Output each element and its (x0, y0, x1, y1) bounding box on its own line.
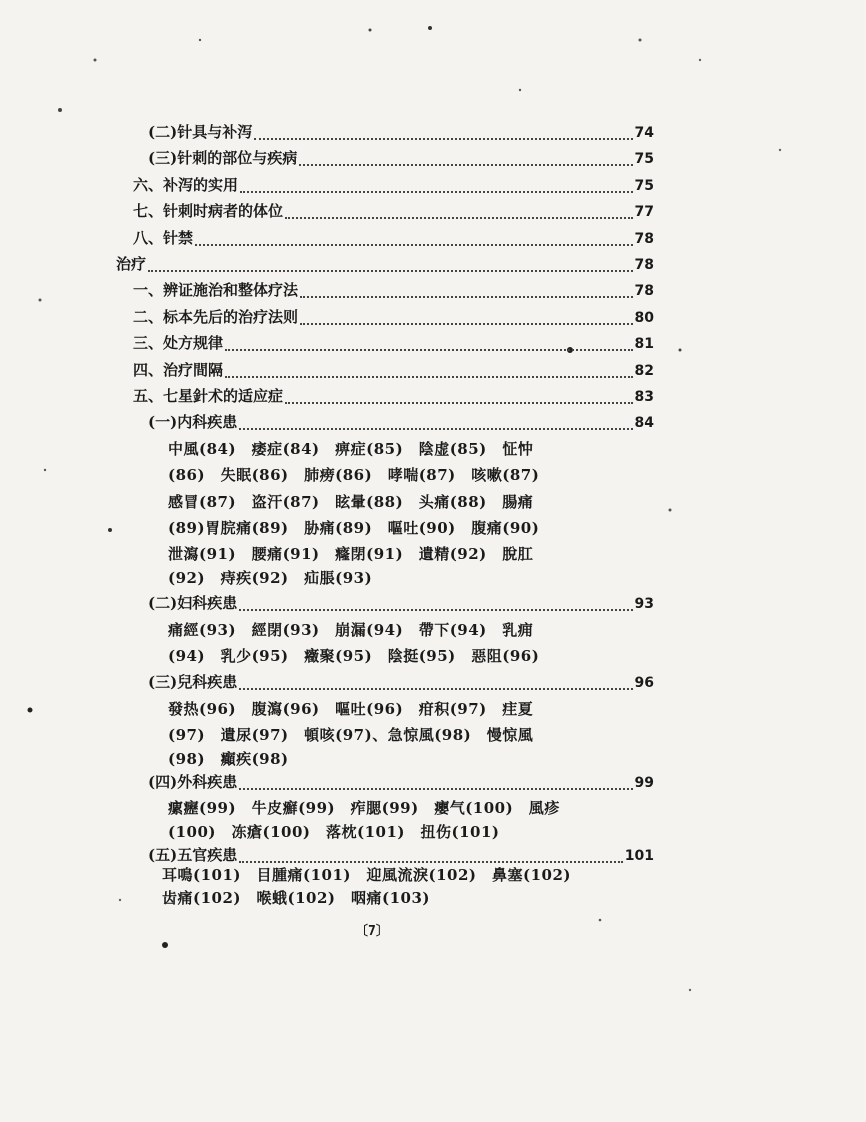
toc-entry-label: 五、七星針术的适应症 (133, 387, 284, 405)
dot-leader (195, 230, 633, 246)
dot-leader (285, 203, 633, 219)
dot-leader (239, 674, 632, 690)
disease-list-line: 齿痛(102) 喉蛾(102) 咽痛(103) (162, 889, 431, 907)
toc-entry-label: (五)五官疾患 (148, 846, 238, 864)
toc-entry-label: 治疗 (116, 255, 147, 273)
dot-leader (240, 177, 633, 193)
disease-list-line: 耳鳴(101) 目腫痛(101) 迎風流淚(102) 鼻塞(102) (162, 866, 572, 884)
toc-entry (148, 670, 654, 694)
disease-list-line: 痛經(93) 經閉(93) 崩漏(94) 帶下(94) 乳痈 (168, 621, 534, 639)
toc-section-heading (116, 252, 654, 276)
disease-list-line: (92) 痔疾(92) 疝脹(93) (168, 569, 373, 587)
page-number: 〔7〕 (355, 924, 389, 939)
toc-entry-label: (一)内科疾患 (148, 413, 238, 431)
toc-entry (148, 591, 654, 615)
dot-leader (285, 388, 633, 404)
toc-entry (148, 410, 654, 434)
dot-leader (225, 362, 633, 378)
toc-entry-label: 七、针刺时病者的体位 (133, 202, 284, 220)
toc-entry-page: 77 (634, 204, 654, 220)
dot-leader (239, 414, 632, 430)
disease-list-line: (100) 冻瘡(100) 落枕(101) 扭伤(101) (168, 823, 500, 841)
toc-entry-page: 81 (634, 336, 654, 352)
dot-leader (239, 595, 632, 611)
disease-list-line: 泄瀉(91) 腰痛(91) 癃閉(91) 遺精(92) 脫肛 (168, 545, 534, 563)
dot-leader (299, 150, 632, 166)
dot-leader (239, 774, 632, 790)
toc-entry-label: (二)针具与补泻 (148, 123, 253, 141)
toc-entry-page: 78 (634, 283, 654, 299)
toc-entry-label: (二)妇科疾患 (148, 594, 238, 612)
disease-list-line: (89)胃脘痛(89) 胁痛(89) 嘔吐(90) 腹痛(90) (168, 519, 540, 537)
toc-entry (133, 358, 654, 382)
dot-leader (300, 309, 633, 325)
toc-entry (133, 173, 654, 197)
toc-entry-page: 93 (634, 596, 654, 612)
toc-entry (133, 384, 654, 408)
toc-entry-page: 99 (634, 775, 654, 791)
toc-entry-label: 一、辨证施治和整体疗法 (133, 281, 299, 299)
toc-entry-label: 四、治疗間隔 (133, 361, 224, 379)
dot-leader (254, 124, 632, 140)
toc-entry (133, 226, 654, 250)
toc-entry-page: 80 (634, 310, 654, 326)
disease-list-line: (98) 癲疾(98) (168, 750, 289, 768)
disease-list-line: 發热(96) 腹瀉(96) 嘔吐(96) 疳积(97) 疰夏 (168, 700, 534, 718)
toc-entry (133, 199, 654, 223)
toc-entry (148, 770, 654, 794)
disease-list-line: (86) 失眠(86) 肺痨(86) 哮喘(87) 咳嗽(87) (168, 466, 540, 484)
toc-entry (133, 331, 654, 355)
toc-entry-page: 78 (634, 231, 654, 247)
toc-entry-page: 82 (634, 363, 654, 379)
disease-list-line: (94) 乳少(95) 癥聚(95) 陰挺(95) 惡阻(96) (168, 647, 540, 665)
toc-entry-page: 84 (634, 415, 654, 431)
toc-entry-page: 78 (634, 257, 654, 273)
dot-leader (239, 847, 623, 863)
toc-entry-page: 75 (634, 178, 654, 194)
dot-leader (300, 282, 633, 298)
disease-list-line: 中風(84) 痿症(84) 痹症(85) 陰虚(85) 怔忡 (168, 440, 534, 458)
toc-entry-page: 74 (634, 125, 654, 141)
disease-list-line: 感冒(87) 盗汗(87) 眩暈(88) 头痛(88) 腸痛 (168, 493, 534, 511)
toc-entry-label: 二、标本先后的治疗法则 (133, 308, 299, 326)
toc-entry-page: 101 (624, 848, 654, 864)
disease-list-line: (97) 遺尿(97) 頓咳(97)、急惊風(98) 慢惊風 (168, 726, 534, 744)
toc-entry-label: 六、补泻的实用 (133, 176, 239, 194)
toc-entry (133, 305, 654, 329)
disease-list-line: 瘰癧(99) 牛皮癬(99) 痄腮(99) 癭气(100) 風疹 (168, 799, 560, 817)
toc-entry-label: (三)针刺的部位与疾病 (148, 149, 298, 167)
toc-entry-page: 96 (634, 675, 654, 691)
toc-entry-page: 75 (634, 151, 654, 167)
toc-entry-label: (三)兒科疾患 (148, 673, 238, 691)
toc-entry-page: 83 (634, 389, 654, 405)
toc-entry-label: 三、处方规律 (133, 334, 224, 352)
toc-entry (148, 120, 654, 144)
dot-leader (225, 335, 633, 351)
toc-entry (148, 146, 654, 170)
toc-entry-label: (四)外科疾患 (148, 773, 238, 791)
toc-entry-label: 八、针禁 (133, 229, 194, 247)
dot-leader (148, 256, 633, 272)
toc-entry (133, 278, 654, 302)
